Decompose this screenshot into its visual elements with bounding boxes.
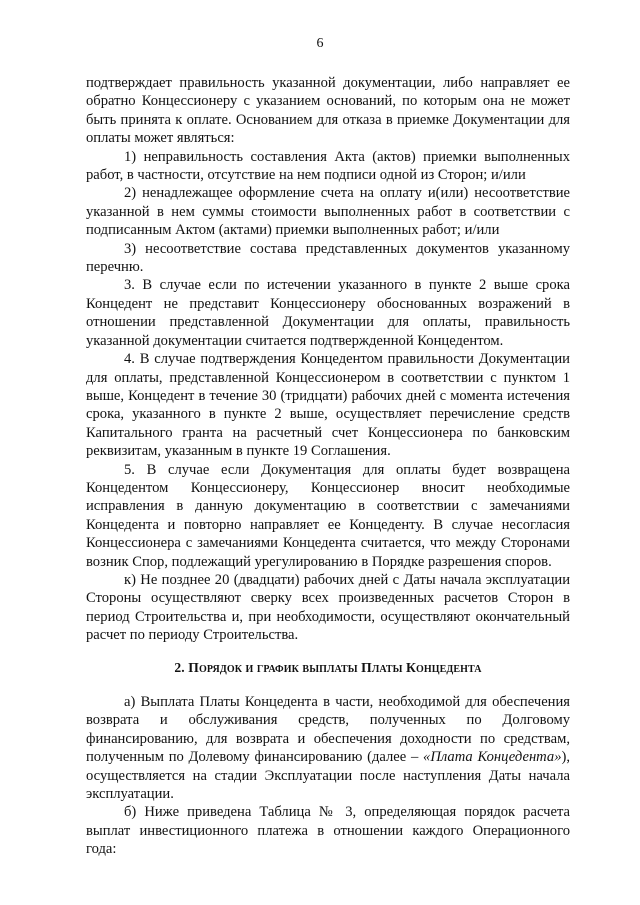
paragraph-item-1: 1) неправильность составления Акта (актов) приемки выполненных работ, в частности, отсутствие на нем подписи одной из Сторон; и/или xyxy=(86,148,570,184)
paragraph-clause-3: 3. В случае если по истечении указанного в пункте 2 выше срока Концедент не представит Концессионеру обоснованных возражений в отношении представленной Документации для оплаты, правильность указанной документации считается подтвержденной Концедентом. xyxy=(86,277,570,349)
paragraph-section-a-text: а) Выплата Платы Концедента в части, необходимой для обеспечения возврата и обслуживания средств, полученных по Долговому финансированию, для возврата и обеспечения доходности по средствам, полученным по Долевому финансированию (далее – xyxy=(86,694,570,766)
page-number: 6 xyxy=(316,36,324,51)
paragraph-continuation: подтверждает правильность указанной документации, либо направляет ее обратно Концессионеру с указанием оснований, по которым она не может быть принята к оплате. Основанием для отказа в приемке Документации для оплаты может являться: xyxy=(86,75,570,147)
paragraph-clause-4: 4. В случае подтверждения Концедентом правильности Документации для оплаты, представленной Концессионером в соответствии с пунктом 1 выше, Концедент в течение 30 (тридцати) рабочих дней с момента истечения срока, указанного в пункте 2 выше, осуществляет перечисление средств Капитального гранта на расчетный счет Концессионера по банковским реквизитам, указанным в пункте 19 Соглашения. xyxy=(86,351,570,460)
paragraph-item-3: 3) несоответствие состава представленных документов указанному перечню. xyxy=(86,240,570,276)
defined-term: «Плата Концедента» xyxy=(423,749,562,766)
paragraph-section-b: б) Ниже приведена Таблица № 3, определяющая порядок расчета выплат инвестиционного платежа в отношении каждого Операционного года: xyxy=(86,804,570,858)
paragraph-clause-k: к) Не позднее 20 (двадцати) рабочих дней с Даты начала эксплуатации Стороны осуществляют сверку всех произведенных расчетов Сторон в период Строительства и, при необходимости, осуществляют окончательный расчет по периоду Строительства. xyxy=(86,571,570,644)
section-heading: 2. Порядок и график выплаты Платы Концедента xyxy=(174,659,482,675)
page-body xyxy=(86,74,570,859)
paragraph-section-a xyxy=(86,693,570,803)
paragraph-clause-5: 5. В случае если Документация для оплаты будет возвращена Концедентом Концессионеру, Концессионер вносит необходимые исправления в данную документацию в соответствии с замечаниями Концедента и повторно направляет ее Концеденту. В случае несогласия Концессионера с замечаниями Концедента считается, что между Сторонами возник Спор, подлежащий урегулированию в Порядке разрешения споров. xyxy=(86,461,570,570)
paragraph-section-a-tail: ), осуществляется на стадии Эксплуатации после наступления Даты начала эксплуатации. xyxy=(86,749,571,803)
paragraph-item-2: 2) ненадлежащее оформление счета на оплату и(или) несоответствие указанной в нем суммы стоимости выполненных работ в соответствии с подписанным Актом (актами) приемки выполненных работ; и/или xyxy=(86,185,570,239)
